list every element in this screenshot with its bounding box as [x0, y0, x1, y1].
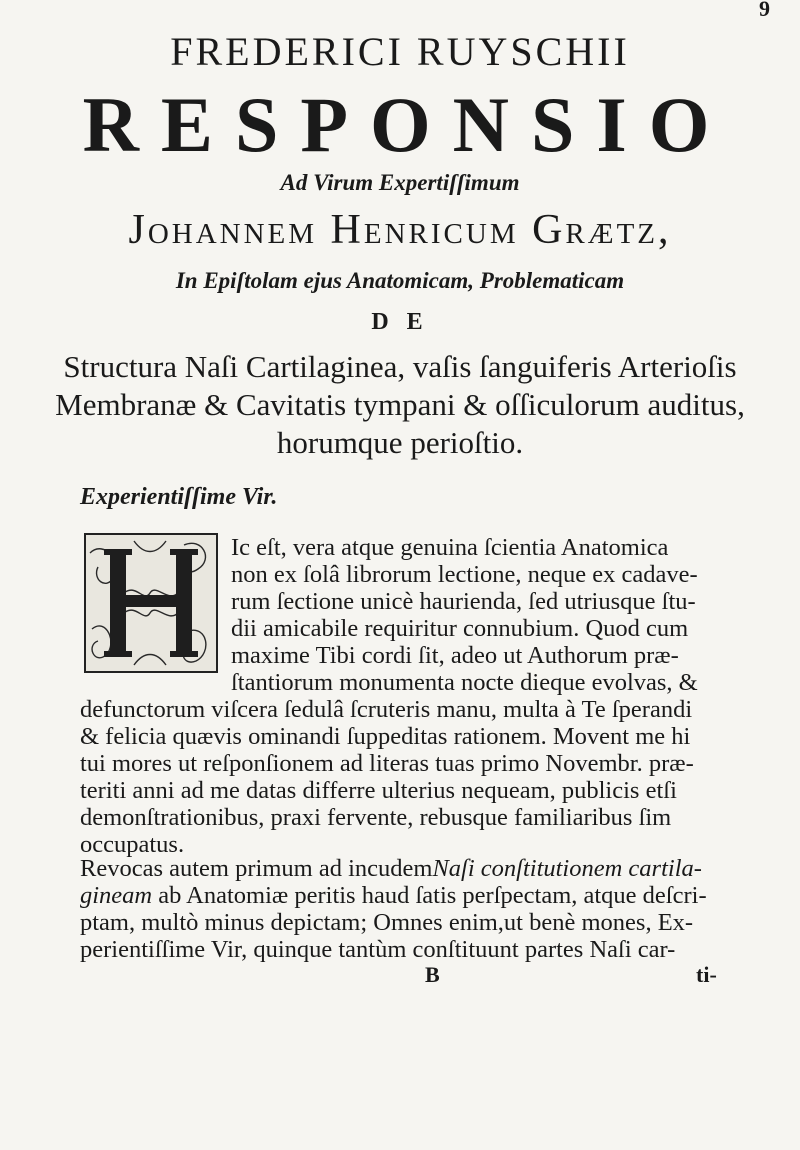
body-line: non ex ſolâ librorum lectione, neque ex cadave- [231, 561, 698, 588]
para2-text: ab Anatomiæ peritis haud ſatis perſpectam, atque deſcri- [158, 882, 707, 909]
body-line: defunctorum viſcera ſedulâ ſcruteris manu, multa à Te ſperandi [80, 696, 693, 723]
epistle-reference: In Epiſtolam ejus Anatomicam, Problematicam [175, 268, 625, 293]
page-number: 9 [759, 0, 770, 21]
addressee-name: Johannem Henricum Grætz, [128, 207, 672, 253]
body-line: tui mores ut reſponſionem ad literas tuas primo Novembr. præ- [80, 750, 694, 777]
para2-line: ptam, multò minus depictam; Omnes enim,ut benè mones, Ex- [80, 909, 694, 936]
para2-italic: Naſi conſtitutionem cartila- [432, 855, 702, 882]
body-line: maxime Tibi cordi ſit, adeo ut Authorum præ- [231, 642, 679, 669]
body-line: occupatus. [80, 831, 185, 858]
body-line: teriti anni ad me datas differre ulterius nequeam, publicis etſi [80, 777, 677, 804]
salutation: Experientiſſime Vir. [80, 484, 278, 510]
para2-line [80, 882, 707, 910]
catchword: ti- [696, 962, 717, 987]
title-heading: RESPONSIO [82, 81, 732, 168]
para2-text: Revocas autem primum ad incudem [80, 855, 433, 882]
de-heading: D E [371, 309, 429, 335]
para2-line [80, 855, 702, 883]
body-line: & felicia quævis ominandi ſuppeditas rationem. Movent me hi [80, 723, 691, 750]
body-line: dii amicabile requiritur connubium. Quod cum [231, 615, 689, 642]
author-heading: FREDERICI RUYSCHII [170, 29, 630, 74]
body-line: Ic eſt, vera atque genuina ſcientia Anatomica [231, 534, 669, 561]
subject-line: horumque perioſtio. [276, 425, 524, 460]
subject-line: Membranæ & Cavitatis tympani & oſſiculorum auditus, [55, 387, 745, 422]
dedication-line: Ad Virum Expertiſſimum [280, 170, 520, 195]
para2-italic: gineam [80, 882, 153, 909]
body-line: ſtantiorum monumenta nocte dieque evolvas, & [231, 669, 698, 696]
subject-line: Structura Naſi Cartilaginea, vaſis ſanguiferis Arterioſis [63, 349, 737, 384]
body-line: demonſtrationibus, praxi fervente, rebusque familiaribus ſim [80, 804, 672, 831]
para2-line: perientiſſime Vir, quinque tantùm conſtituunt partes Naſi car- [80, 936, 676, 963]
subject-block [0, 348, 800, 462]
signature-mark: B [425, 962, 440, 987]
body-line: rum ſectione unicè haurienda, ſed utriusque ſtu- [231, 588, 696, 615]
decorated-initial-h [84, 533, 218, 673]
